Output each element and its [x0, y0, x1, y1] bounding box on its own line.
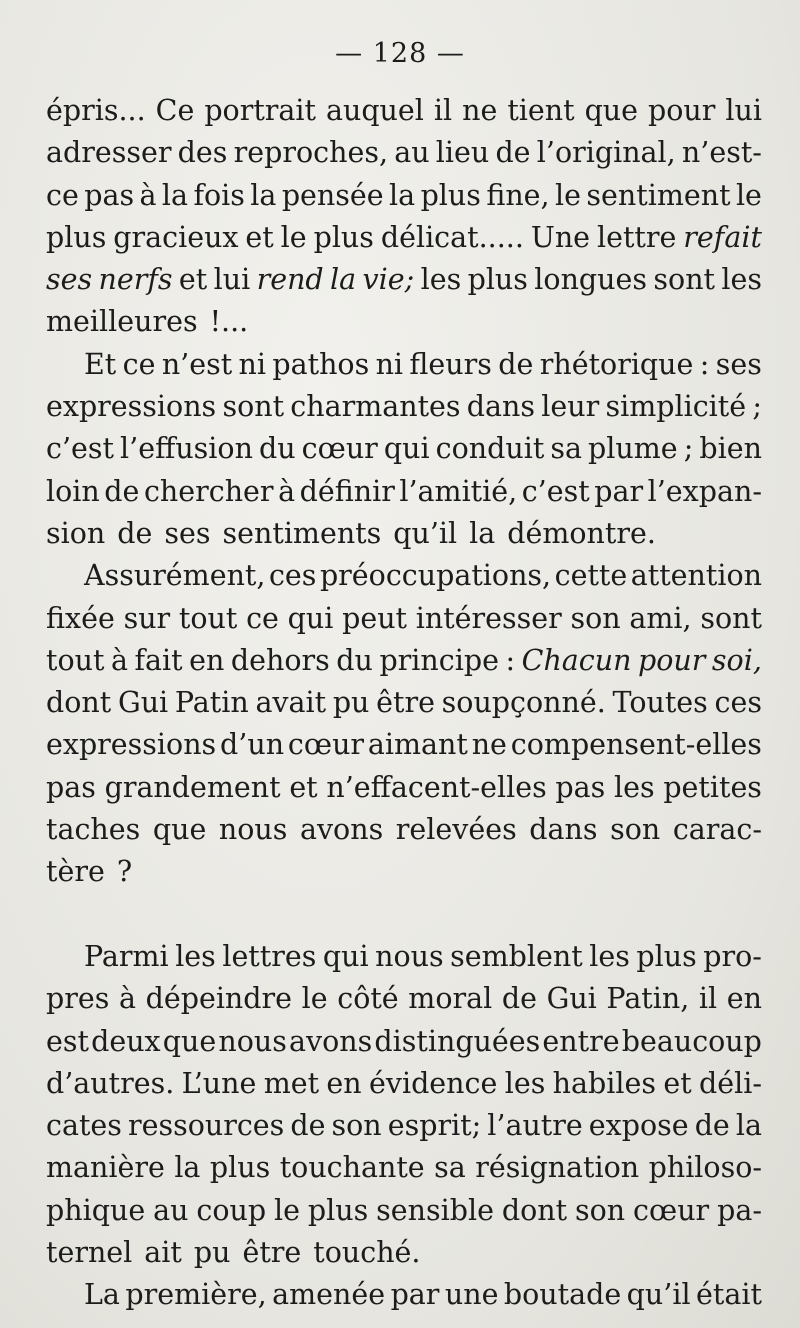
word: expressions: [46, 390, 217, 424]
text-line: [46, 301, 762, 343]
word: plus: [467, 263, 528, 297]
word: dont: [46, 686, 112, 720]
word: portrait: [204, 94, 316, 127]
word: touchante: [279, 1151, 425, 1185]
text-line: [46, 132, 762, 174]
word: n’est-: [681, 136, 762, 170]
text-line: [46, 936, 762, 978]
word: côté: [337, 982, 399, 1016]
word: touché.: [313, 1236, 421, 1270]
word: le: [735, 178, 762, 212]
word: dont: [501, 1193, 568, 1227]
word: sensible: [376, 1193, 494, 1227]
word: distinguées: [374, 1024, 541, 1058]
word: son: [575, 1193, 626, 1227]
word: démontre.: [507, 516, 656, 550]
word: est: [46, 1024, 89, 1058]
word: ce: [122, 347, 156, 381]
word: rend: [256, 263, 324, 297]
word: de: [498, 347, 534, 381]
word: beaucoup: [621, 1024, 762, 1058]
text-line: [46, 259, 762, 301]
word: les: [614, 770, 655, 804]
word: loin: [46, 474, 100, 508]
word: de: [495, 136, 531, 170]
word: nerfs: [98, 263, 173, 297]
word: lieu: [435, 136, 490, 170]
word: par: [390, 1278, 440, 1312]
word: rhétorique: [539, 347, 694, 381]
word: sa: [434, 1151, 466, 1185]
word: longues: [534, 263, 648, 297]
word: manière: [46, 1151, 165, 1185]
word: tère: [46, 855, 105, 889]
word: L’une: [181, 1066, 257, 1100]
word: La: [84, 1278, 120, 1312]
word: de: [694, 1109, 730, 1143]
word: sont: [700, 601, 762, 635]
word: c’est: [46, 432, 114, 466]
word: Ce: [155, 94, 195, 127]
word: ses: [46, 263, 93, 297]
word: expose: [588, 1109, 689, 1143]
text-line: [46, 809, 762, 851]
text-line: [46, 344, 762, 386]
word: gracieux: [113, 220, 239, 254]
text-line: [46, 1190, 762, 1232]
word: amenée: [272, 1278, 386, 1312]
word: :: [699, 347, 710, 381]
word: sentiments: [222, 516, 382, 550]
text-line: [46, 682, 762, 724]
word: tout: [178, 601, 238, 635]
word: qui: [383, 432, 430, 466]
text-line: [46, 1105, 762, 1147]
word: la: [161, 178, 189, 212]
word: ni: [238, 347, 267, 381]
word: de: [501, 982, 537, 1016]
text-line: [46, 555, 762, 597]
word: l’original,: [536, 136, 676, 170]
text-line: [46, 471, 762, 513]
word: boutade: [503, 1278, 622, 1312]
word: Patin,: [606, 982, 690, 1016]
text-line: [46, 90, 762, 132]
word: carac-: [672, 813, 762, 847]
word: la: [250, 178, 277, 212]
word: conduit: [435, 432, 545, 466]
word: sion: [46, 516, 106, 550]
word: taches: [46, 813, 141, 847]
word: résignation: [475, 1151, 640, 1185]
word: dépeindre: [145, 982, 293, 1016]
word: avons: [289, 1024, 373, 1058]
word: délicat.....: [380, 220, 524, 254]
word: chercher: [143, 474, 274, 508]
word: avons: [299, 813, 384, 847]
word: cœur: [287, 728, 365, 762]
paragraph-break: [46, 894, 762, 936]
text-line: [46, 1021, 762, 1063]
word: pas: [46, 770, 96, 804]
word: soi,: [711, 643, 762, 677]
word: ne: [471, 728, 507, 762]
word: adresser: [46, 136, 172, 170]
text-line: [46, 428, 762, 470]
word: ne: [462, 94, 498, 127]
word: plus: [307, 1193, 369, 1227]
word: ressources: [127, 1109, 285, 1143]
word: Toutes: [612, 686, 708, 720]
word: pu: [332, 686, 370, 720]
word: cates: [46, 1109, 122, 1143]
word: pas: [84, 178, 135, 212]
word: la: [174, 1151, 201, 1185]
word: ternel: [46, 1236, 133, 1270]
word: fine,: [486, 178, 550, 212]
word: fois: [193, 178, 245, 212]
word: expressions: [46, 728, 217, 762]
word: auquel: [325, 94, 424, 127]
word: en: [326, 1066, 362, 1100]
word: tient: [507, 94, 575, 127]
word: Gui: [117, 686, 169, 720]
word: à: [118, 982, 136, 1016]
word: ait: [144, 1236, 182, 1270]
word: Et: [84, 347, 117, 381]
word: nous: [218, 813, 288, 847]
word: ?: [116, 855, 133, 889]
word: les: [721, 263, 762, 297]
word: une: [444, 1278, 499, 1312]
word: habiles: [552, 1066, 656, 1100]
word: Assurément,: [84, 559, 266, 593]
word: ce: [46, 178, 79, 212]
word: le: [280, 220, 307, 254]
word: tout: [46, 643, 105, 677]
word: sont: [653, 263, 715, 297]
word: être: [242, 1236, 302, 1270]
word: ses: [715, 347, 762, 381]
word: pa-: [717, 1193, 762, 1227]
word: épris...: [46, 94, 146, 127]
word: qui: [322, 939, 369, 973]
word: avait: [255, 686, 327, 720]
word: deux: [91, 1024, 161, 1058]
word: cœur: [633, 1193, 710, 1227]
word: compensent-elles: [510, 728, 762, 762]
word: pas: [555, 770, 606, 804]
word: Gui: [546, 982, 597, 1016]
word: cœur: [301, 432, 378, 466]
word: ;: [683, 432, 694, 466]
word: ami,: [629, 601, 692, 635]
text-line: [46, 1063, 762, 1105]
word: fixée: [46, 601, 115, 635]
text-line: [46, 1147, 762, 1189]
word: qui: [287, 601, 334, 635]
word: ni: [375, 347, 404, 381]
word: pensée: [281, 178, 384, 212]
word: du: [336, 643, 373, 677]
word: était: [696, 1278, 762, 1312]
word: le: [301, 982, 328, 1016]
word: phique: [46, 1193, 146, 1227]
word: que: [152, 813, 207, 847]
word: plus: [46, 220, 107, 254]
word: sa: [550, 432, 582, 466]
word: pu: [193, 1236, 231, 1270]
word: bien: [699, 432, 762, 466]
word: plus: [420, 178, 481, 212]
word: met: [263, 1066, 320, 1100]
word: préoccupations,: [319, 559, 552, 593]
word: ;: [752, 390, 762, 424]
word: plus: [313, 220, 374, 254]
word: la: [330, 263, 357, 297]
word: lettre: [596, 220, 677, 254]
word: n’effacent-elles: [326, 770, 547, 804]
word: dans: [466, 390, 535, 424]
text-line: [46, 598, 762, 640]
word: vie;: [362, 263, 415, 297]
word: nous: [375, 939, 444, 973]
word: à: [278, 474, 296, 508]
word: intéresser: [415, 601, 562, 635]
word: en: [726, 982, 762, 1016]
word: philoso-: [648, 1151, 762, 1185]
word: pres: [46, 982, 110, 1016]
word: de: [104, 474, 140, 508]
word: Chacun: [521, 643, 632, 677]
word: pathos: [272, 347, 370, 381]
word: grandement: [104, 770, 281, 804]
text-line: [46, 386, 762, 428]
text-line: [46, 513, 762, 555]
text-line: [46, 851, 762, 893]
word: définir: [299, 474, 395, 508]
word: principe: [379, 643, 499, 677]
word: leur: [541, 390, 600, 424]
text-line: [46, 1274, 762, 1316]
word: pro-: [703, 939, 762, 973]
text-line: [46, 640, 762, 682]
word: :: [505, 643, 516, 677]
body-text: [46, 90, 762, 1317]
word: au: [153, 1193, 189, 1227]
word: évidence: [368, 1066, 498, 1100]
word: refait: [683, 220, 762, 254]
word: entre: [542, 1024, 620, 1058]
word: coup: [196, 1193, 267, 1227]
word: soupçonné.: [441, 686, 606, 720]
word: il: [433, 94, 453, 127]
word: sont: [222, 390, 285, 424]
word: relevées: [395, 813, 517, 847]
word: moral: [408, 982, 493, 1016]
word: ce: [246, 601, 279, 635]
word: pour: [638, 643, 706, 677]
word: petites: [663, 770, 762, 804]
word: les: [504, 1066, 546, 1100]
word: et: [289, 770, 318, 804]
word: son: [331, 1109, 382, 1143]
word: qu’il: [393, 516, 458, 550]
word: sentiment: [586, 178, 731, 212]
word: !...: [209, 305, 249, 339]
word: les: [420, 263, 462, 297]
word: charmantes: [290, 390, 461, 424]
word: que: [162, 1024, 217, 1058]
word: et: [663, 1066, 692, 1100]
word: son: [570, 601, 621, 635]
text-line: [46, 767, 762, 809]
word: lui: [725, 94, 762, 127]
word: Une: [530, 220, 591, 254]
word: esprit;: [387, 1109, 482, 1143]
word: les: [175, 939, 216, 973]
word: attention: [630, 559, 762, 593]
word: Parmi: [84, 939, 169, 973]
word: meilleures: [46, 305, 198, 339]
word: plus: [209, 1151, 271, 1185]
word: déli-: [699, 1066, 762, 1100]
word: n’est: [161, 347, 233, 381]
word: l’expan-: [647, 474, 762, 508]
word: la: [389, 178, 416, 212]
word: semblent: [450, 939, 583, 973]
word: d’un: [220, 728, 285, 762]
word: être: [376, 686, 435, 720]
word: son: [610, 813, 661, 847]
word: au: [394, 136, 430, 170]
word: première,: [125, 1278, 267, 1312]
word: à: [139, 178, 157, 212]
word: l’autre: [487, 1109, 583, 1143]
text-line: [46, 978, 762, 1020]
word: le: [555, 178, 581, 212]
text-line: [46, 217, 762, 259]
word: des: [177, 136, 228, 170]
text-line: [46, 1232, 762, 1274]
word: et: [245, 220, 274, 254]
word: dans: [529, 813, 598, 847]
word: l’amitié,: [399, 474, 518, 508]
word: de: [117, 516, 153, 550]
word: lettres: [222, 939, 317, 973]
word: c’est: [521, 474, 590, 508]
word: d’autres.: [46, 1066, 175, 1100]
word: fleurs: [409, 347, 492, 381]
word: l’effusion: [120, 432, 253, 466]
word: nous: [218, 1024, 287, 1058]
word: lui: [213, 263, 251, 297]
word: et: [178, 263, 208, 297]
word: que: [584, 94, 639, 127]
word: de: [290, 1109, 326, 1143]
text-line: [46, 724, 762, 766]
word: plume: [588, 432, 678, 466]
word: du: [259, 432, 296, 466]
word: il: [698, 982, 718, 1016]
word: sur: [123, 601, 171, 635]
word: Patin: [174, 686, 249, 720]
word: la: [735, 1109, 762, 1143]
word: simplicité: [605, 390, 747, 424]
word: dehors: [230, 643, 330, 677]
page-number: — 128 —: [335, 38, 465, 69]
text-line: [46, 175, 762, 217]
word: reproches,: [233, 136, 389, 170]
word: ces: [268, 559, 317, 593]
word: le: [274, 1193, 300, 1227]
word: les: [589, 939, 630, 973]
word: plus: [636, 939, 697, 973]
word: aimant: [367, 728, 468, 762]
word: pour: [648, 94, 716, 127]
word: cette: [554, 559, 628, 593]
word: à: [110, 643, 128, 677]
word: ces: [714, 686, 762, 720]
word: en: [189, 643, 225, 677]
word: fait: [134, 643, 183, 677]
word: par: [594, 474, 644, 508]
word: qu’il: [626, 1278, 691, 1312]
word: la: [469, 516, 496, 550]
word: ses: [164, 516, 211, 550]
word: peut: [342, 601, 407, 635]
